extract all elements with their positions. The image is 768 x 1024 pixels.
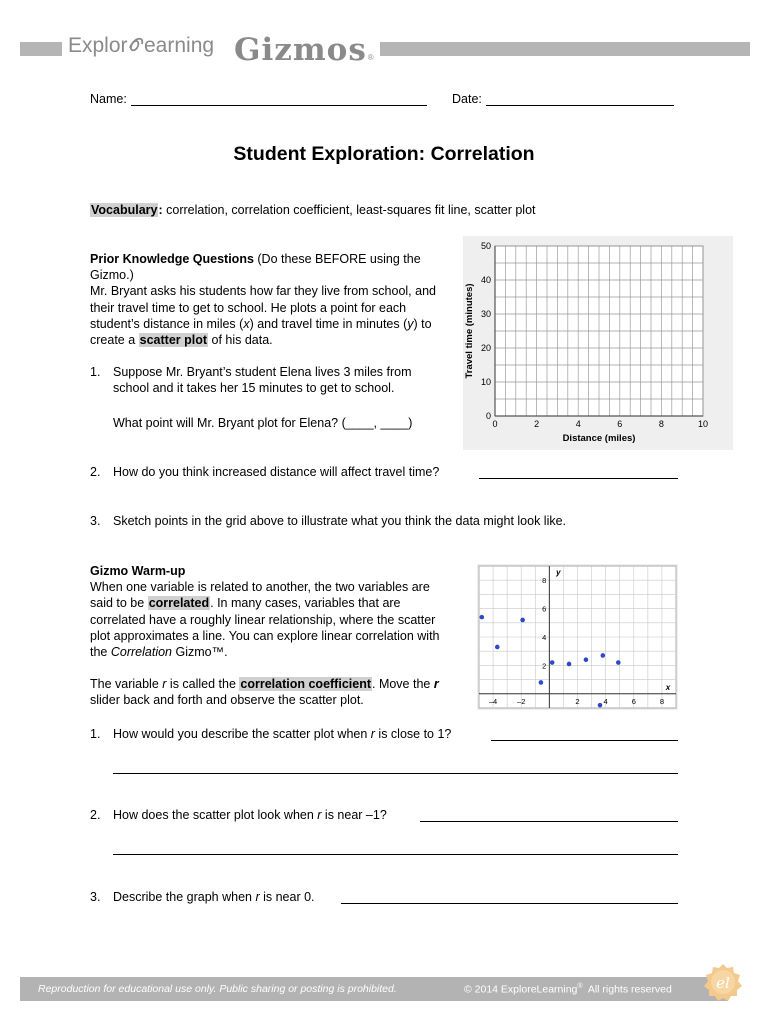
vocabulary-terms: correlation, correlation coefficient, least-squares fit line, scatter plot [162, 203, 536, 217]
svg-text:earning: earning [144, 34, 215, 57]
prior-question-1: 1. Suppose Mr. Bryant’s student Elena lives 3 miles from school and it takes her 15 minutes to get to school. [90, 364, 455, 396]
chart2-x-tick-label: 6 [631, 696, 636, 706]
correlated-term: correlated [148, 596, 210, 611]
scatter-plot-term: scatter plot [139, 333, 208, 348]
chart2-data-point [480, 615, 485, 620]
warmup-heading: Gizmo Warm-up [90, 564, 186, 578]
chart1-x-tick-label: 10 [697, 419, 709, 429]
footer-disclaimer: Reproduction for educational use only. Public sharing or posting is prohibited. [38, 983, 397, 995]
warmup-question-2: 2. How does the scatter plot look when r is near –1? [90, 808, 387, 822]
chart1-y-tick-label: 10 [480, 377, 491, 387]
chart2-data-point [520, 618, 525, 623]
vocabulary-line: Vocabulary: correlation, correlation coefficient, least-squares fit line, scatter plot [91, 203, 536, 217]
warmup-answer-2-line[interactable] [420, 821, 678, 822]
warmup-section: Gizmo Warm-up When one variable is related to another, the two variables are said to be correlated. In many cases, variables that are correlated have a roughly linear relationship, where the scatter plot approximates a line. You can explore linear correlation with the Correlation Gizmo™. The variable r is called the correlation coefficient. Move the r slider back and forth and observe the scatter plot. [90, 564, 440, 708]
chart2-y-tick-label: 2 [542, 661, 547, 671]
chart2-y-tick-label: 8 [542, 576, 547, 586]
chart1-y-tick-label: 30 [480, 309, 491, 319]
chart2-y-tick-label: 4 [542, 633, 547, 642]
prior-question-1-text: Suppose Mr. Bryant’s student Elena lives 3 miles from school and it takes her 15 minutes to get to school. [113, 365, 412, 396]
date-field[interactable] [486, 92, 674, 106]
chart2-data-point [539, 680, 544, 685]
chart1-x-tick-label: 2 [534, 419, 540, 429]
footer-copyright: © 2014 ExploreLearning® All rights reserved [464, 983, 672, 996]
chart2-data-point [550, 660, 555, 665]
prior-knowledge-heading: Prior Knowledge Questions [90, 252, 254, 266]
warmup-answer-1-line[interactable] [491, 740, 678, 741]
badge-text: el [716, 974, 730, 992]
chart2-data-point [598, 703, 603, 708]
chart1-y-tick-label: 50 [480, 241, 491, 251]
chart1-y-axis-label: Travel time (minutes) [464, 283, 475, 379]
chart1-x-tick-label: 6 [617, 419, 623, 429]
page-title: Student Exploration: Correlation [233, 143, 535, 165]
chart1-x-tick-label: 4 [575, 419, 581, 429]
prior-question-2: 2. How do you think increased distance will affect travel time? [90, 465, 440, 479]
chart2-data-point [495, 645, 500, 650]
chart2-data-point [584, 657, 589, 662]
header-bar-right [380, 42, 750, 56]
warmup-answer-3-line[interactable] [341, 903, 678, 904]
chart1-y-tick-label: 20 [480, 343, 491, 353]
chart2-x-tick-label: –2 [517, 696, 526, 706]
warmup-answer-1-line-2[interactable] [113, 773, 678, 774]
date-label: Date: [452, 92, 482, 106]
name-row [90, 92, 427, 106]
prior-question-1-sub: What point will Mr. Bryant plot for Elena? (____, ____) [113, 416, 413, 430]
correlation-scatter-box [477, 564, 678, 710]
chart2-data-point [567, 662, 572, 667]
warmup-answer-2-line-2[interactable] [113, 854, 678, 855]
travel-time-chart-box [463, 236, 733, 450]
chart2-x-tick-label: 4 [603, 696, 608, 706]
chart1-x-axis-label: Distance (miles) [562, 433, 636, 444]
chart2-x-tick-label: 2 [575, 696, 580, 706]
chart2-y-tick-label: 6 [542, 604, 547, 614]
prior-answer-2-line[interactable] [479, 478, 678, 479]
chart2-x-axis-label: x [665, 682, 671, 692]
travel-time-grid-chart[interactable] [463, 236, 733, 450]
chart2-x-tick-label: 8 [659, 696, 665, 706]
chart1-y-tick-label: 0 [485, 411, 491, 421]
chart2-data-point [616, 660, 621, 665]
name-field[interactable] [131, 92, 427, 106]
vocabulary-label: Vocabulary [91, 203, 158, 217]
header-bar-left [20, 42, 62, 56]
prior-knowledge-section: Prior Knowledge Questions (Do these BEFORE using the Gizmo.) Mr. Bryant asks his students how far they live from school, and their travel time to get to school. He plots a point for each student’s distance in miles (x) and travel time in minutes (y) to create a scatter plot of his data. [90, 252, 436, 348]
chart2-x-tick-label: –4 [488, 696, 498, 706]
prior-question-3: 3. Sketch points in the grid above to illustrate what you think the data might look like. [90, 514, 567, 528]
chart1-x-tick-label: 8 [658, 419, 664, 429]
gizmos-wordmark: Gizmos [234, 32, 367, 68]
explorelearning-wordmark [68, 30, 226, 60]
chart1-x-tick-label: 0 [492, 419, 498, 429]
svg-text:Explor: Explor [68, 34, 128, 57]
date-row [452, 92, 674, 106]
explorelearning-badge-icon [703, 962, 743, 1002]
name-label: Name: [90, 92, 127, 106]
warmup-question-1: 1. How would you describe the scatter plot when r is close to 1? [90, 727, 452, 741]
chart2-data-point [601, 653, 606, 658]
registered-mark: ® [367, 53, 374, 62]
explorelearning-gizmos-logo [68, 30, 374, 66]
correlation-scatter-chart [477, 564, 678, 710]
chart2-y-axis-label: y [556, 568, 561, 577]
correlation-coefficient-term: correlation coefficient [240, 677, 371, 692]
warmup-question-3: 3. Describe the graph when r is near 0. [90, 890, 315, 904]
chart1-y-tick-label: 40 [480, 275, 491, 285]
